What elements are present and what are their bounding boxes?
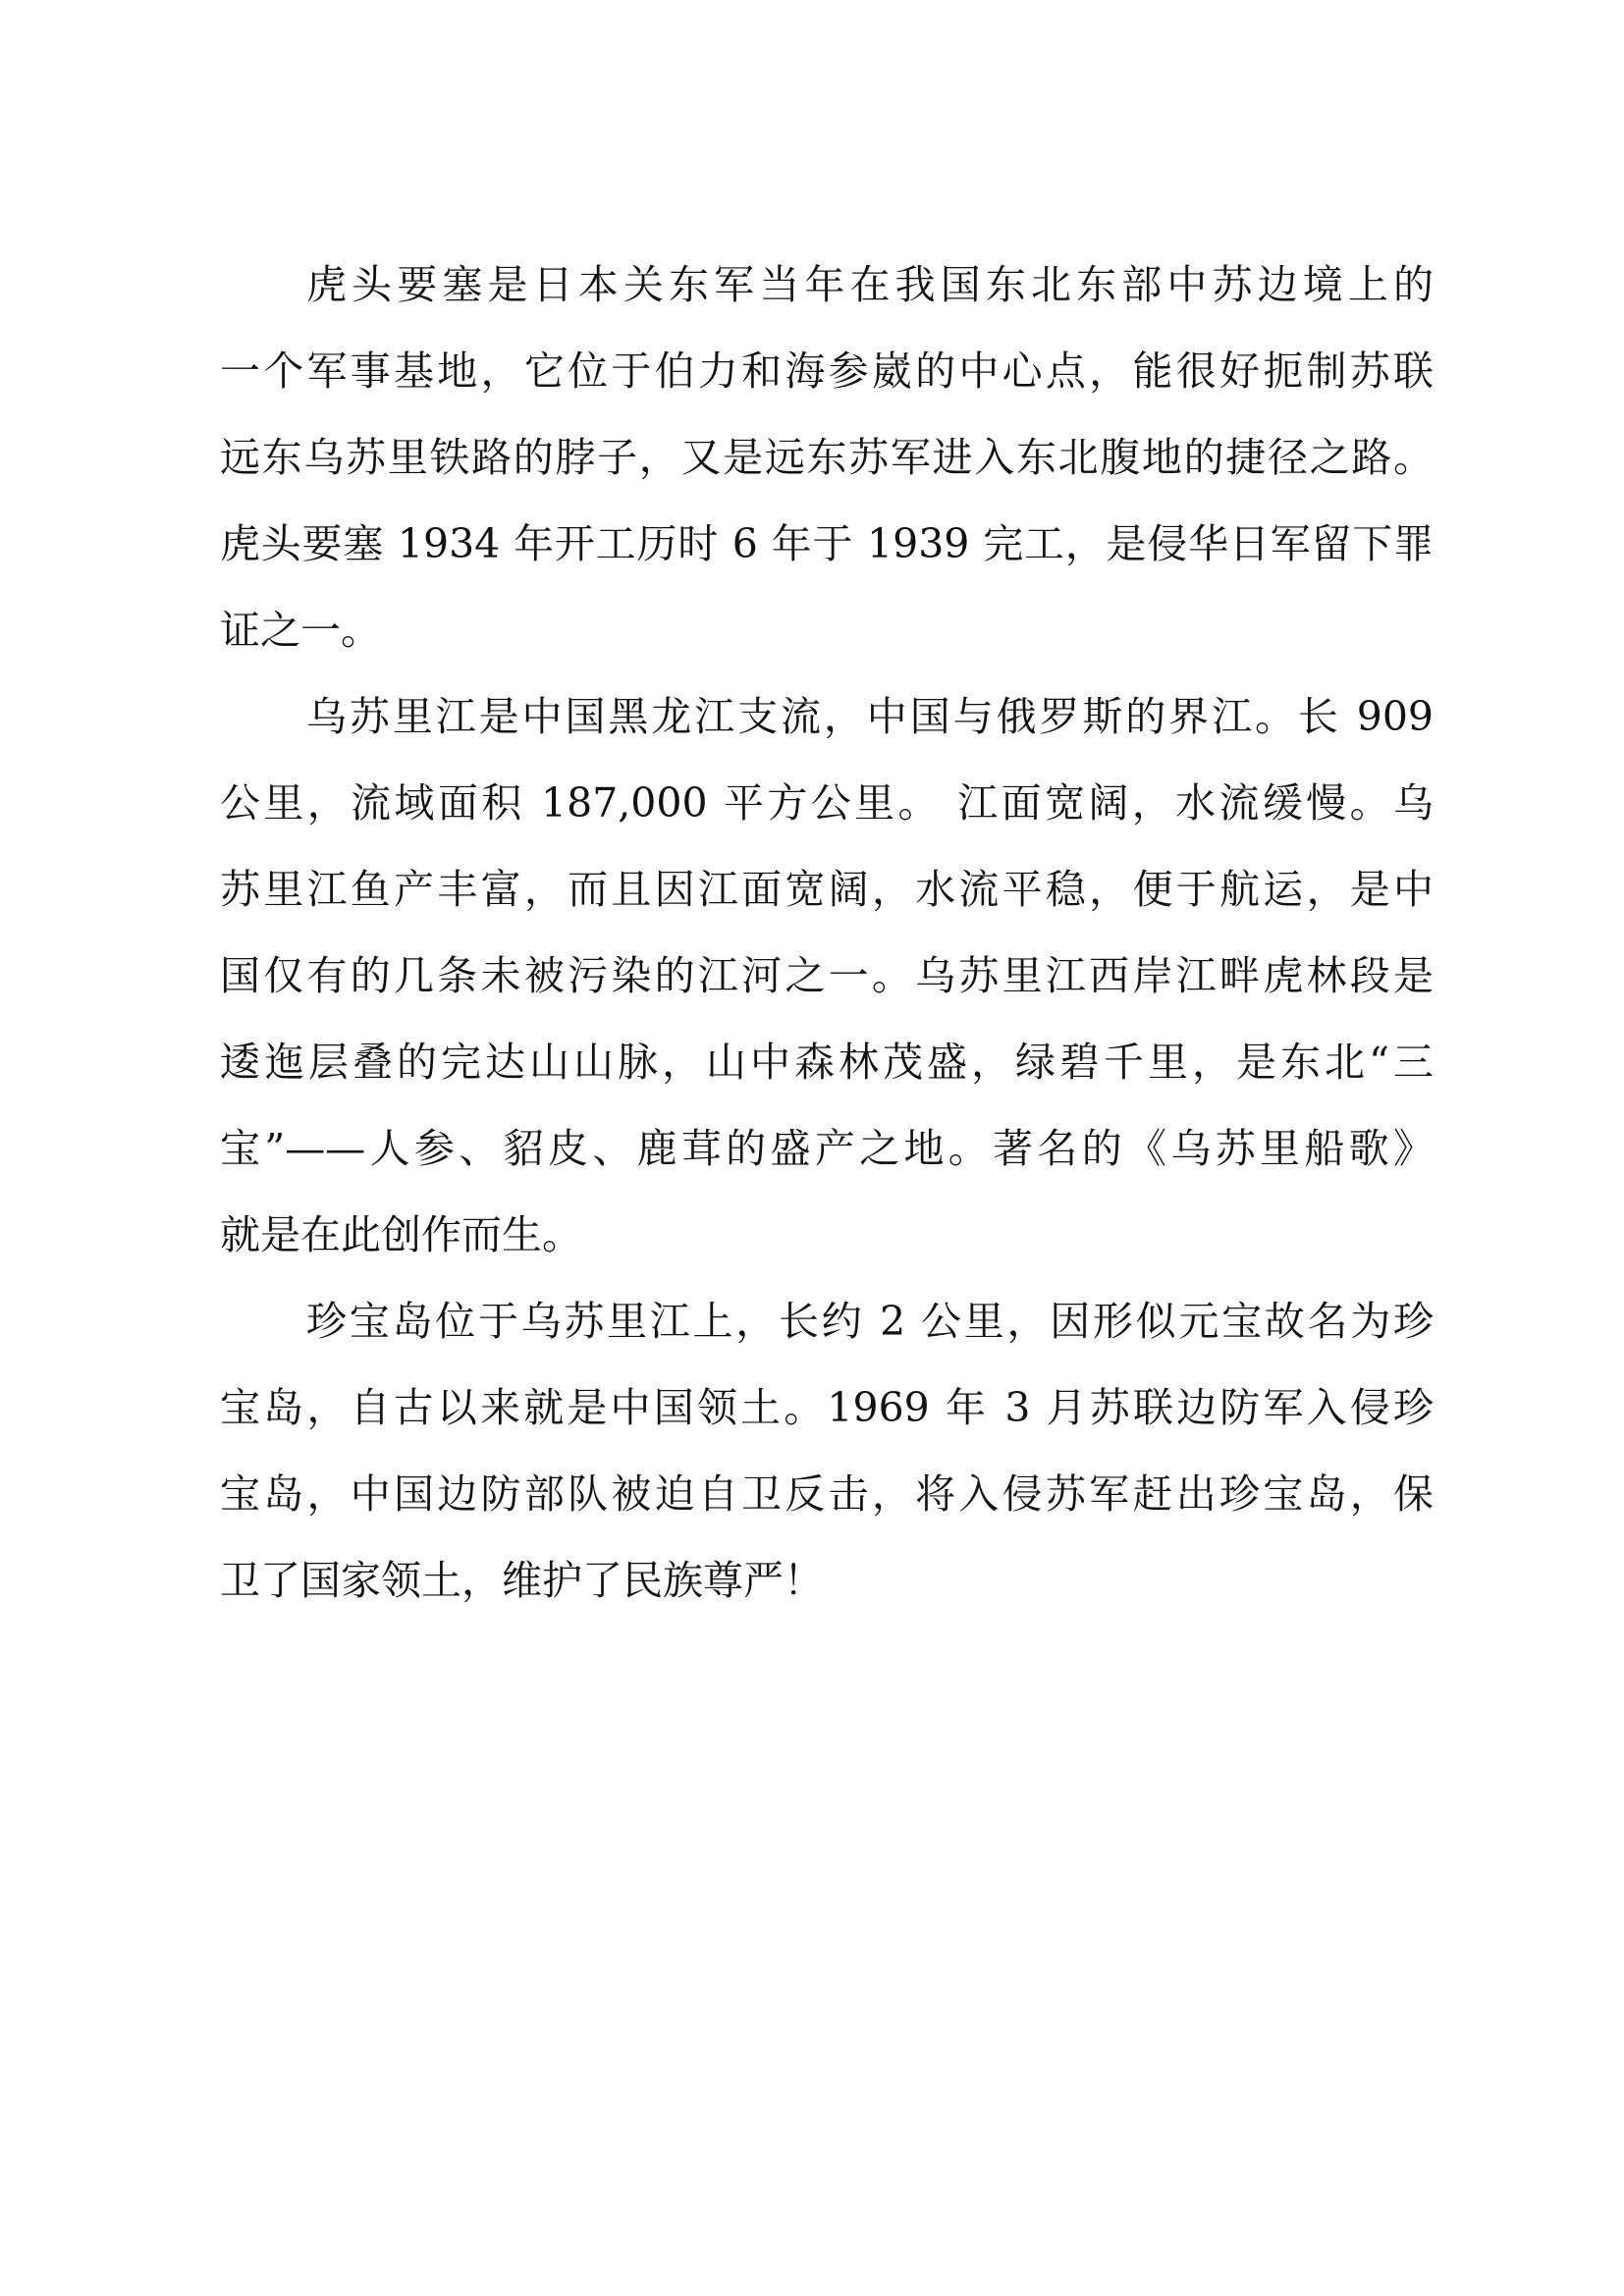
paragraph-wusuli-river	[220, 673, 1434, 1278]
body-text	[220, 241, 1434, 1624]
text-line: 国仅有的几条未被污染的江河之一。乌苏里江西岸江畔虎林段是	[220, 952, 1434, 999]
text-line: 就是在此创作而生。	[220, 1211, 582, 1258]
text-line: 宝”——人参、貂皮、鹿茸的盛产之地。著名的《乌苏里船歌》	[220, 1125, 1434, 1172]
text-line: 远东乌苏里铁路的脖子，又是远东苏军进入东北腹地的捷径之路。	[220, 434, 1434, 481]
text-line: 乌苏里江是中国黑龙江支流，中国与俄罗斯的界江。长 909	[306, 693, 1434, 740]
text-line: 公里，流域面积 187,000 平方公里。 江面宽阔，水流缓慢。乌	[220, 779, 1434, 827]
text-line: 证之一。	[220, 607, 381, 654]
text-line: 一个军事基地，它位于伯力和海参崴的中心点，能很好扼制苏联	[220, 347, 1434, 395]
text-line: 珍宝岛位于乌苏里江上，长约 2 公里，因形似元宝故名为珍	[306, 1298, 1434, 1345]
text-line: 苏里江鱼产丰富，而且因江面宽阔，水流平稳，便于航运，是中	[220, 866, 1434, 913]
text-line: 虎头要塞是日本关东军当年在我国东北东部中苏边境上的	[306, 261, 1434, 308]
paragraph-zhenbao-island	[220, 1278, 1434, 1624]
text-line: 宝岛，自古以来就是中国领土。1969 年 3 月苏联边防军入侵珍	[220, 1384, 1434, 1431]
text-line: 卫了国家领土，维护了民族尊严！	[220, 1557, 824, 1604]
text-line: 宝岛，中国边防部队被迫自卫反击，将入侵苏军赶出珍宝岛，保	[220, 1470, 1434, 1518]
text-line: 虎头要塞 1934 年开工历时 6 年于 1939 完工，是侵华日军留下罪	[220, 520, 1434, 567]
text-line: 逶迤层叠的完达山山脉，山中森林茂盛，绿碧千里，是东北“三	[220, 1039, 1434, 1086]
paragraph-hutou-fortress	[220, 241, 1434, 673]
